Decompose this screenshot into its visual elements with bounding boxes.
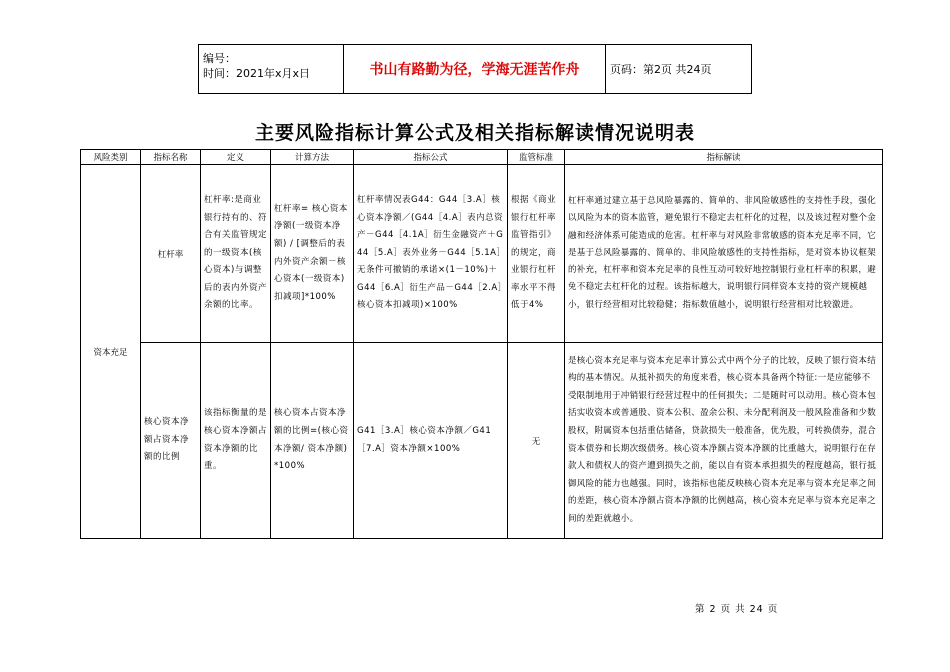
table-header-row: [81, 150, 883, 165]
table-row: [81, 343, 883, 539]
interpretation-cell: 是核心资本充足率与资本充足率计算公式中两个分子的比较，反映了银行资本结构的基本情况。从抵补损失的角度来看，核心资本具备两个特征:一是应能够不受限制地用于冲销银行经营过程中的任何损失；二是随时可以动用。核心资本包括实收资本或普通股、资本公积、盈余公积、未分配利润及一般风险准备和少数股权，附属资本包括重估储备，贷款损失一般准备，优先股，可转换债券，混合资本债券和长期次级债务。核心资本净额占资本净额的比重越大，说明银行在存款人和债权人的资产遭到损失之前，能以自有资本承担损失的程度越高，银行抵御风险的能力也越强。同时，该指标也能反映核心资本充足率与资本充足率之间的差距，核心资本净额占资本净额的比例越高，核心资本充足率与资本充足率之间的差距就越小。: [565, 343, 883, 539]
method-cell: 杠杆率= 核心资本净额(一级资本净额) / [调整后的表内外资产余额－核心资本(一级资本) 扣减项]*100%: [271, 165, 354, 343]
col-header-category: 风险类别: [81, 150, 141, 165]
number-label: 编号：: [203, 52, 236, 65]
document-header: [198, 44, 752, 94]
indicator-table: [80, 149, 883, 539]
col-header-standard: 监管标准: [508, 150, 565, 165]
definition-cell: 杠杆率:是商业银行持有的、符合有关监管规定的一级资本(核心资本)与调整后的表内外资产余额的比率。: [201, 165, 271, 343]
col-header-method: 计算方法: [271, 150, 354, 165]
standard-cell: 无: [508, 343, 565, 539]
time-label: 时间：2021年x月x日: [203, 67, 311, 80]
header-meta: [199, 45, 344, 93]
method-cell: 核心资本占资本净额的比例=(核心资本净额/ 资本净额)*100%: [271, 343, 354, 539]
interpretation-cell: 杠杆率通过建立基于总风险暴露的、简单的、非风险敏感性的支持性手段，强化以风险为本的资本监管，避免银行不稳定去杠杆化的过程，以及该过程对整个金融和经济体系可能造成的危害。杠杆率与对风险非常敏感的资本充足率不同，它是基于总风险暴露的、简单的、非风险敏感性的支持性指标，是对资本协议框架的补充，杠杆率和资本充足率的良性互动可较好地控制银行业杠杆率的积累，避免不稳定去杠杆化的过程。该指标越大，说明银行同样资本支持的资产规模越小，银行经营相对比较稳健；指标数值越小，说明银行经营相对比较激进。: [565, 165, 883, 343]
table-row: [81, 165, 883, 343]
risk-category-cell: 资本充足: [81, 165, 141, 539]
col-header-name: 指标名称: [141, 150, 201, 165]
col-header-formula: 指标公式: [354, 150, 508, 165]
standard-cell: 根据《商业银行杠杆率监管指引》的规定，商业银行杠杆率水平不得低于4%: [508, 165, 565, 343]
page-label: 页码：第2页 共24页: [610, 63, 712, 76]
page-title: 主要风险指标计算公式及相关指标解读情况说明表: [254, 122, 695, 144]
indicator-name-cell: 杠杆率: [141, 165, 201, 343]
page-footer: 第 2 页 共 24 页: [695, 604, 779, 615]
slogan: 书山有路勤为径，学海无涯苦作舟: [344, 45, 606, 93]
formula-cell: 杠杆率情况表G44：G44［3.A］核心资本净额／(G44［4.A］表内总资产－G44［4.1A］衍生金融资产＋G44［5.A］表外业务－G44［5.1A］无条件可撤销的承诺×(1－10%)＋G44［6.A］衍生产品－G44［2.A］核心资本扣减项)×100%: [354, 165, 508, 343]
formula-cell: G41［3.A］核心资本净额／G41［7.A］资本净额×100%: [354, 343, 508, 539]
definition-cell: 该指标衡量的是核心资本净额占资本净额的比重。: [201, 343, 271, 539]
col-header-interpretation: 指标解读: [565, 150, 883, 165]
col-header-definition: 定义: [201, 150, 271, 165]
indicator-name-cell: 核心资本净额占资本净额的比例: [141, 343, 201, 539]
